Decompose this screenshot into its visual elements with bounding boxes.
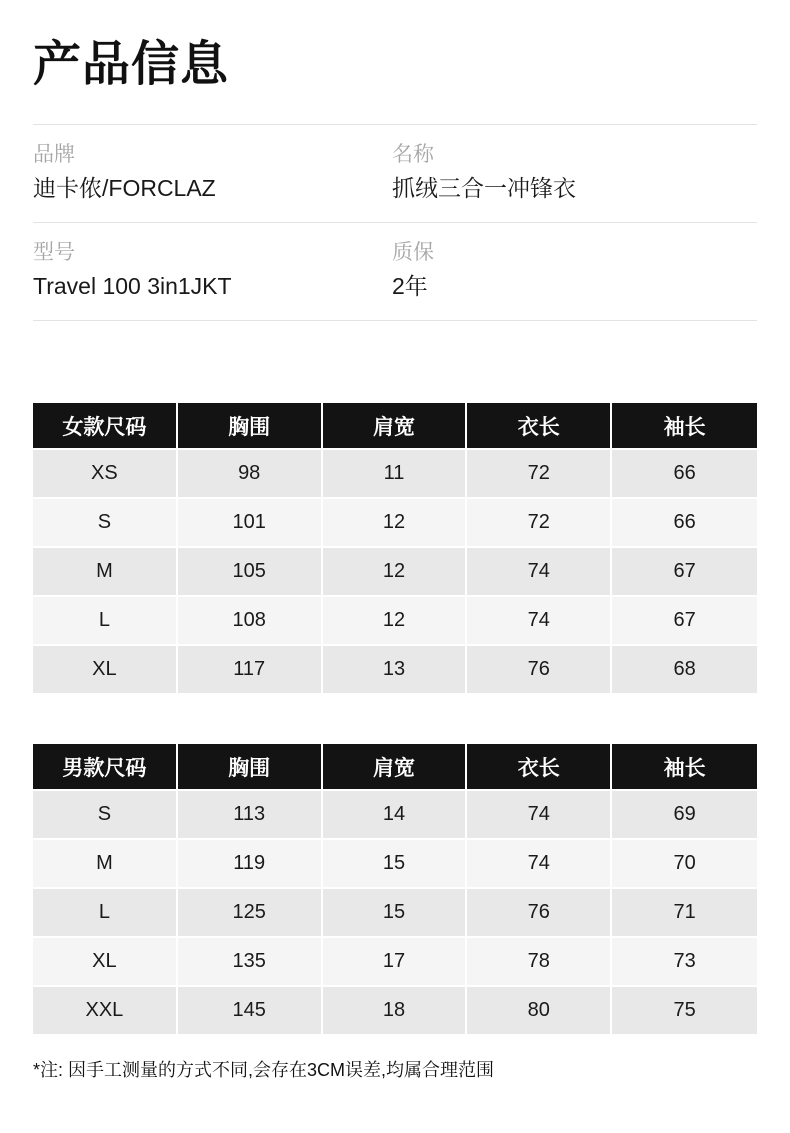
table-cell: S [33,791,178,840]
info-label-model: 型号 [33,241,75,264]
table-row [33,450,757,499]
table-cell: M [33,840,178,889]
table-row [33,889,757,938]
table-cell: L [33,597,178,646]
table-cell: 12 [323,499,468,548]
info-label-warranty: 质保 [392,241,434,264]
table-cell: XS [33,450,178,499]
table-cell: 67 [612,597,757,646]
table-cell: 15 [323,889,468,938]
table-cell: 12 [323,597,468,646]
table-cell: 11 [323,450,468,499]
table-row [33,646,757,695]
table-cell: 73 [612,938,757,987]
table-cell: 67 [612,548,757,597]
table-cell: 105 [178,548,323,597]
table-cell: 17 [323,938,468,987]
table-cell: 68 [612,646,757,695]
divider [33,320,757,321]
table-cell: 78 [467,938,612,987]
women-size-table [33,403,757,695]
footnote: *注: 因手工测量的方式不同,会存在3CM误差,均属合理范围 [33,1060,495,1080]
table-header-cell: 衣长 [467,744,612,791]
table-cell: 13 [323,646,468,695]
table-header-cell: 袖长 [612,403,757,450]
table-cell: 66 [612,450,757,499]
table-header-cell: 肩宽 [323,403,468,450]
table-cell: 119 [178,840,323,889]
table-cell: M [33,548,178,597]
info-field-warranty [392,239,757,301]
info-label-name: 名称 [392,143,434,166]
table-header-cell: 肩宽 [323,744,468,791]
table-cell: 113 [178,791,323,840]
table-row [33,840,757,889]
table-cell: 74 [467,791,612,840]
info-field-name [392,141,757,203]
table-cell: 98 [178,450,323,499]
table-cell: 70 [612,840,757,889]
table-header-row [33,744,757,791]
info-label-brand: 品牌 [33,143,75,166]
table-cell: 125 [178,889,323,938]
table-cell: S [33,499,178,548]
table-header-cell: 胸围 [178,403,323,450]
men-size-table [33,744,757,1036]
table-cell: 12 [323,548,468,597]
table-cell: 69 [612,791,757,840]
info-value-name: 抓绒三合一冲锋衣 [392,175,576,201]
table-header-cell: 袖长 [612,744,757,791]
table-cell: XXL [33,987,178,1036]
table-cell: 74 [467,548,612,597]
table-cell: 76 [467,646,612,695]
info-row-1 [33,125,757,222]
info-value-warranty: 2年 [392,273,428,299]
table-cell: 14 [323,791,468,840]
table-header-row [33,403,757,450]
table-header-cell: 胸围 [178,744,323,791]
table-cell: 75 [612,987,757,1036]
table-cell: 72 [467,499,612,548]
table-row [33,597,757,646]
table-row [33,791,757,840]
table-cell: 72 [467,450,612,499]
table-header-cell: 男款尺码 [33,744,178,791]
table-row [33,499,757,548]
table-cell: 71 [612,889,757,938]
table-cell: 15 [323,840,468,889]
info-field-brand [33,141,392,203]
table-cell: 74 [467,597,612,646]
info-value-brand: 迪卡侬/FORCLAZ [33,175,216,201]
table-cell: XL [33,646,178,695]
table-cell: 74 [467,840,612,889]
table-cell: 135 [178,938,323,987]
table-cell: 66 [612,499,757,548]
table-header-cell: 女款尺码 [33,403,178,450]
table-cell: 145 [178,987,323,1036]
info-value-model: Travel 100 3in1JKT [33,273,232,299]
table-cell: 117 [178,646,323,695]
table-cell: 76 [467,889,612,938]
table-header-cell: 衣长 [467,403,612,450]
table-row [33,938,757,987]
table-cell: L [33,889,178,938]
table-row [33,548,757,597]
table-cell: XL [33,938,178,987]
table-row [33,987,757,1036]
table-cell: 101 [178,499,323,548]
info-row-2 [33,223,757,320]
table-cell: 18 [323,987,468,1036]
table-cell: 108 [178,597,323,646]
page-title: 产品信息 [33,38,230,91]
table-cell: 80 [467,987,612,1036]
info-field-model [33,239,392,301]
